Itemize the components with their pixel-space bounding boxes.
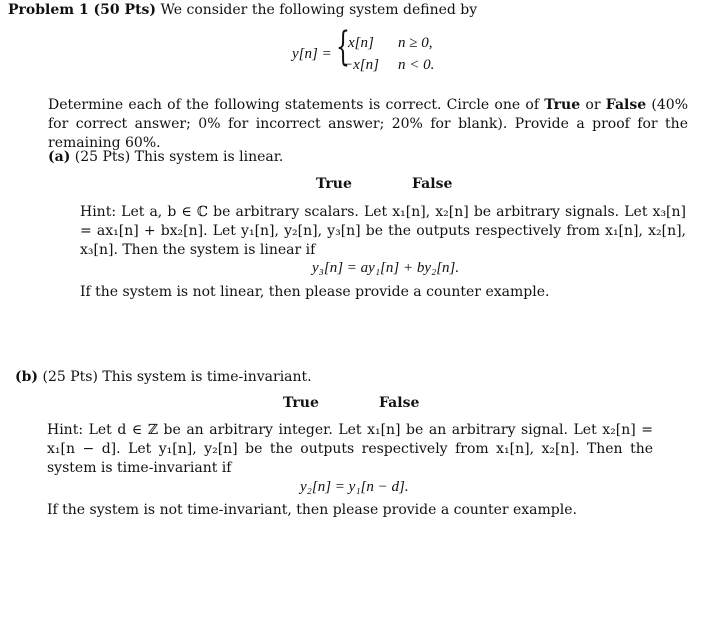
part-b-statement	[15, 369, 312, 385]
part-a-text: (25 Pts) This system is linear.	[74, 149, 284, 165]
instructions-part1: Determine each of the following statements is correct. Circle one of	[48, 97, 545, 113]
instructions-or-word: or	[580, 97, 606, 113]
instructions-false-word: False	[605, 97, 647, 113]
definition-lhs: y[n] =	[292, 46, 332, 62]
part-b-false-option[interactable]: False	[379, 395, 420, 411]
part-b-counter-note: If the system is not time-invariant, then please provide a counter example.	[47, 502, 577, 518]
problem-title: Problem 1 (50 Pts)	[8, 2, 157, 18]
part-b-label: (b)	[15, 369, 39, 385]
part-b-true-option[interactable]: True	[283, 395, 319, 411]
instructions	[48, 96, 688, 153]
case1-condition: n ≥ 0,	[398, 35, 433, 51]
part-a-true-option[interactable]: True	[316, 176, 352, 192]
case2-expression: −x[n]	[343, 57, 379, 73]
left-brace: {	[336, 24, 350, 70]
part-a-false-option[interactable]: False	[412, 176, 453, 192]
part-b-hint: Hint: Let d ∈ ℤ be an arbitrary integer. Let x₁[n] be an arbitrary signal. Let x₂[n] = x₁[n − d]. Let y₁[n], y₂[n] be the outputs respectively from x₁[n], x₂[n]. Then the system is time-invariant if	[47, 422, 653, 476]
case1-expression: x[n]	[348, 35, 374, 51]
part-a-counter-note: If the system is not linear, then please provide a counter example.	[80, 284, 550, 300]
part-a-equation: y₃[n] = ay₁[n] + by₂[n].	[312, 260, 460, 276]
instructions-true-word: True	[544, 97, 581, 113]
part-a-hint: Hint: Let a, b ∈ ℂ be arbitrary scalars. Let x₁[n], x₂[n] be arbitrary signals. Let x₃[n] = ax₁[n] + bx₂[n]. Let y₁[n], y₂[n], y₃[n] be the outputs respectively from x₁[n], x₂[n], x₃[n]. Then the system is linear if	[80, 204, 686, 258]
instructions-part2: (40% for correct answer; 0% for incorrect answer; 20% for blank). Provide a proof for the remaining 60%.	[48, 97, 688, 151]
part-b-text: (25 Pts) This system is time-invariant.	[42, 369, 312, 385]
part-a-statement	[48, 149, 283, 165]
case2-condition: n < 0.	[398, 57, 435, 73]
problem-intro: We consider the following system defined by	[160, 2, 478, 18]
part-a-label: (a)	[48, 149, 71, 165]
problem-header	[8, 2, 477, 18]
part-b-equation: y₂[n] = y₁[n − d].	[300, 479, 409, 495]
